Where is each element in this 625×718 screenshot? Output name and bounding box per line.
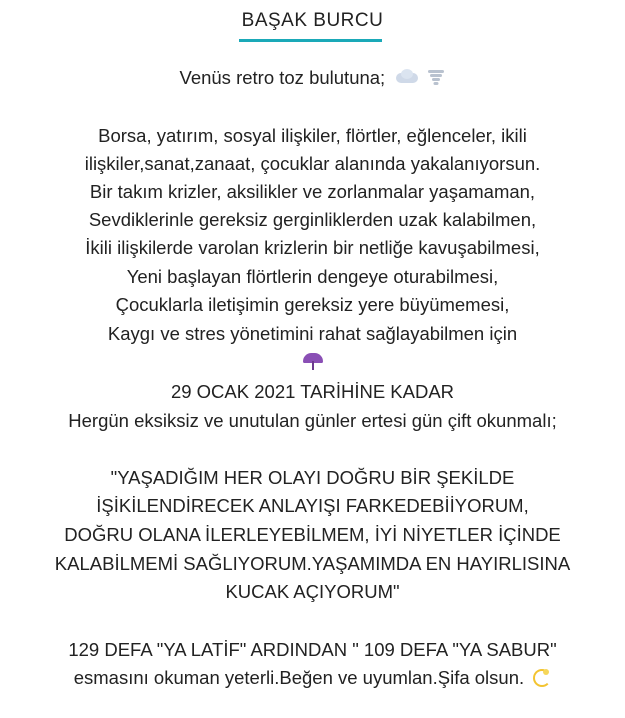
- paragraph-line: ilişkiler,sanat,zanaat, çocuklar alanında yakalanıyorsun.: [84, 153, 541, 174]
- paragraph-line: Sevdiklerinle gereksiz gerginliklerden uzak kalabilmen,: [88, 209, 537, 230]
- intro-line: [0, 66, 625, 90]
- paragraph-line: İkili ilişkilerde varolan krizlerin bir netliğe kavuşabilmesi,: [85, 237, 540, 258]
- date-line: 29 OCAK 2021 TARİHİNE KADAR: [170, 381, 455, 402]
- dizzy-icon: [531, 667, 551, 687]
- affirmation-line: KUCAK AÇIYORUM": [225, 581, 400, 602]
- affirmation-line: KALABİLMEMİ SAĞLIYORUM.YAŞAMIMDA EN HAYIRLISINA: [54, 553, 571, 574]
- title-underline: [239, 39, 382, 42]
- cloud-icon: [394, 69, 420, 87]
- count-line: 129 DEFA "YA LATİF" ARDINDAN " 109 DEFA "YA SABUR": [68, 639, 557, 660]
- paragraph-line: Borsa, yatırım, sosyal ilişkiler, flörtler, eğlenceler, ikili: [98, 125, 527, 146]
- affirmation-line: "YAŞADIĞIM HER OLAYI DOĞRU BİR ŞEKİLDE: [110, 467, 515, 488]
- affirmation-line: İŞİKİLENDİRECEK ANLAYIŞI FARKEDEBİİYORUM,: [96, 495, 529, 516]
- divider-line: [0, 350, 625, 374]
- instruction-line: Hergün eksiksiz ve unutulan günler ertesi gün çift okunmalı;: [68, 410, 557, 431]
- affirmation-line: DOĞRU OLANA İLERLEYEBİLMEM, İYİ NİYETLER İÇİNDE: [64, 524, 561, 545]
- intro-text: Venüs retro toz bulutuna;: [179, 67, 386, 88]
- umbrella-icon: [302, 351, 324, 371]
- closing-line: [0, 666, 625, 690]
- page-title: BAŞAK BURCU: [241, 10, 384, 31]
- paragraph-line: Kaygı ve stres yönetimini rahat sağlayabilmen için: [107, 323, 518, 344]
- paragraph-line: Çocuklarla iletişimin gereksiz yere büyümemesi,: [115, 294, 510, 315]
- closing-text: esmasını okuman yeterli.Beğen ve uyumlan.Şifa olsun.: [73, 667, 525, 688]
- paragraph-line: Bir takım krizler, aksilikler ve zorlanmalar yaşamaman,: [89, 181, 536, 202]
- paragraph-line: Yeni başlayan flörtlerin dengeye oturabilmesi,: [126, 266, 499, 287]
- tornado-icon: [427, 69, 445, 87]
